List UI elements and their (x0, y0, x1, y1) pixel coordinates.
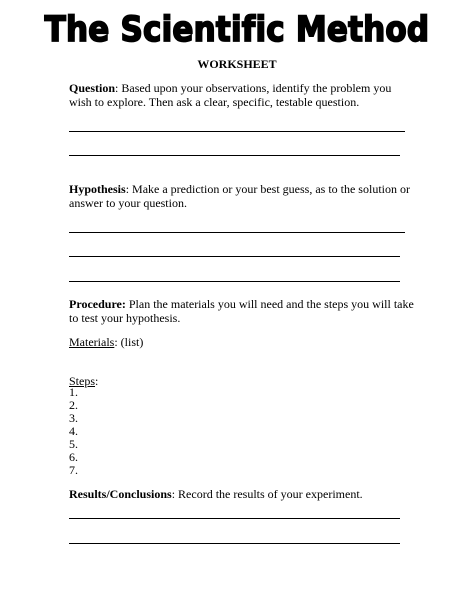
results-answer-line-2[interactable] (69, 543, 400, 544)
worksheet-heading: WORKSHEET (197, 57, 277, 71)
steps-separator: : (95, 374, 99, 388)
step-number: 6. (69, 450, 78, 464)
step-number: 7. (69, 463, 78, 477)
question-answer-line-2[interactable] (69, 155, 400, 156)
question-separator: : (115, 81, 119, 95)
hypothesis-answer-line-2[interactable] (69, 256, 400, 257)
step-number: 2. (69, 398, 78, 412)
materials-label: Materials (69, 335, 115, 349)
question-answer-line-1[interactable] (69, 131, 405, 132)
step-number: 5. (69, 437, 78, 451)
materials-text: : (list) (114, 335, 144, 349)
steps-label: Steps (69, 374, 96, 388)
hypothesis-text: Make a prediction or your best guess, as to the solution or answer to your question. (69, 182, 410, 210)
hypothesis-separator: : (125, 182, 130, 196)
step-number: 1. (69, 385, 78, 399)
question-label: Question (69, 81, 116, 95)
hypothesis-answer-line-1[interactable] (69, 232, 405, 233)
question-section (69, 81, 414, 109)
hypothesis-label: Hypothesis (69, 182, 126, 196)
procedure-text: Plan the materials you will need and the steps you will take to test your hypothesis. (69, 297, 414, 325)
steps-section (69, 374, 414, 388)
step-number: 3. (69, 411, 78, 425)
step-number: 4. (69, 424, 78, 438)
materials-section (69, 335, 414, 349)
question-text: Based upon your observations, identify the problem you wish to explore. Then ask a clear, specific, testable question. (69, 81, 392, 109)
procedure-label: Procedure: (69, 297, 126, 311)
results-answer-line-1[interactable] (69, 518, 400, 519)
hypothesis-answer-line-3[interactable] (69, 281, 400, 282)
hypothesis-section (69, 182, 414, 210)
page-title: The Scientific Method (44, 9, 430, 50)
results-text: : Record the results of your experiment. (171, 487, 363, 501)
procedure-section (69, 297, 414, 325)
results-label: Results/Conclusions (69, 487, 172, 501)
results-section (69, 487, 414, 501)
